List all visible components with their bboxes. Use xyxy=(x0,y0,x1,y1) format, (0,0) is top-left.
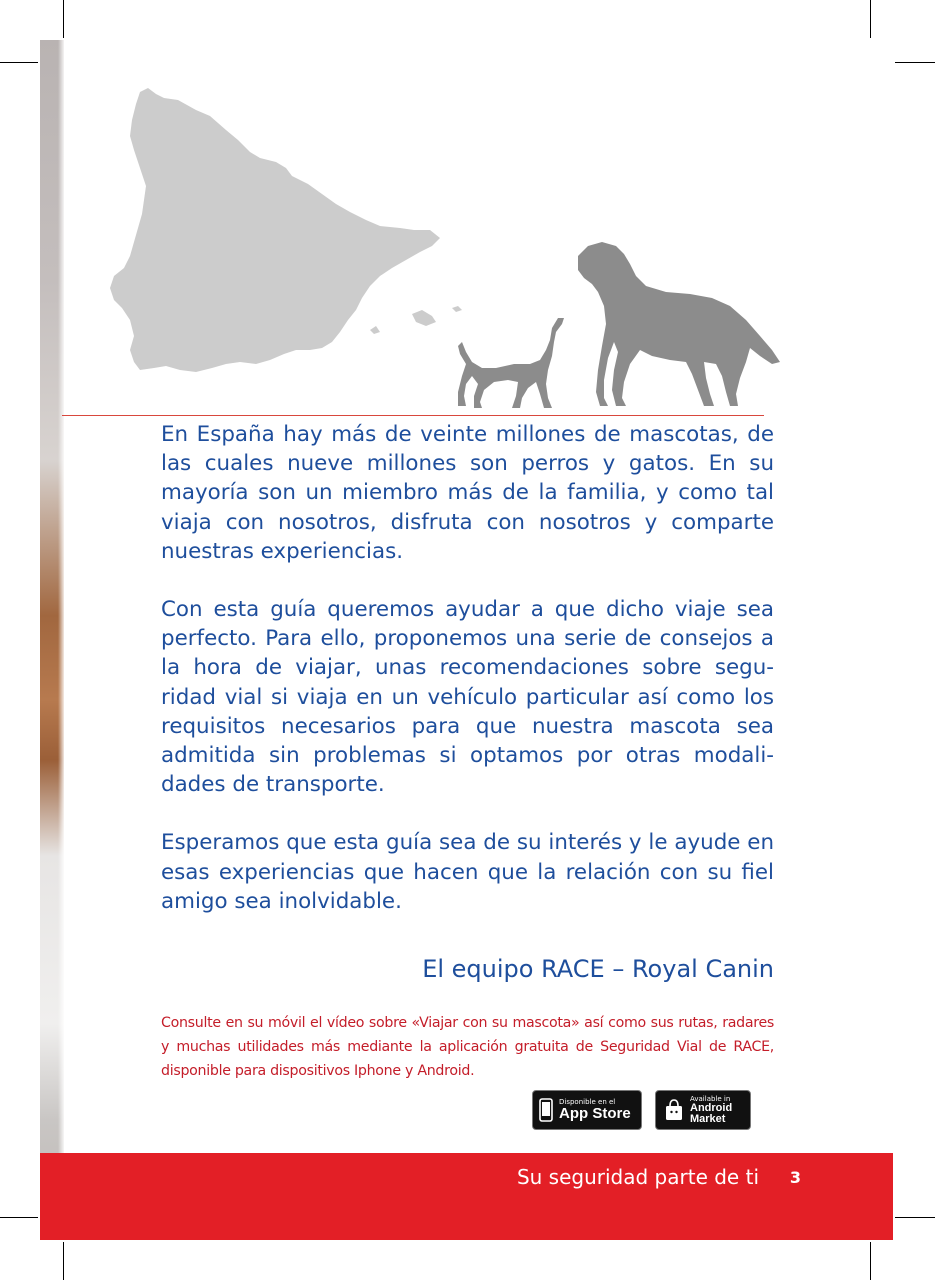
left-photo-strip xyxy=(40,40,64,1240)
page-number: 3 xyxy=(789,1168,801,1187)
badge-big-text: Market xyxy=(690,1113,726,1125)
crop-mark xyxy=(0,62,38,63)
phone-icon xyxy=(539,1098,553,1122)
badge-big-text: Android xyxy=(690,1102,733,1114)
signature: El equipo RACE – Royal Canin xyxy=(422,955,774,983)
crop-mark xyxy=(895,1217,935,1218)
cat-silhouette-icon xyxy=(458,318,564,408)
android-bag-icon xyxy=(664,1098,684,1122)
spain-map-icon xyxy=(110,88,440,372)
app-store-badge[interactable] xyxy=(532,1090,642,1130)
crop-mark xyxy=(895,62,935,63)
app-note: Consulte en su móvil el vídeo sobre «Viajar con su mascota» así como sus rutas, radares y muchas utilidades más mediante la aplicación gratuita de Seguridad Vial de RACE, disponible para dispositivos Iphone y Android. xyxy=(161,1015,774,1079)
badge-small-text: Available in xyxy=(690,1095,731,1103)
divider-line xyxy=(62,415,764,416)
crop-mark xyxy=(870,1242,871,1280)
crop-mark xyxy=(0,1217,38,1218)
badge-small-text: Disponible en el xyxy=(559,1098,616,1106)
dog-silhouette-icon xyxy=(578,242,780,406)
crop-mark xyxy=(870,0,871,38)
footer-bar xyxy=(40,1153,893,1240)
paragraph: En España hay más de veinte millones de mascotas, de las cuales nueve millones son perros y gatos. En su mayoría son un miembro más de la familia, y como tal viaja con nosotros, disfruta con nosotros y comparte nuestras experiencias. xyxy=(161,422,774,564)
footer-tagline: Su seguridad parte de ti xyxy=(516,1165,759,1189)
android-market-badge[interactable] xyxy=(655,1090,751,1130)
crop-mark xyxy=(63,1242,64,1280)
paragraph: Con esta guía queremos ayudar a que dicho viaje sea perfecto. Para ello, proponemos una serie de consejos a la hora de viajar, unas recomendaciones sobre segu-ridad vial si viaja en un vehículo particular así como los requisitos necesarios para que nuestra mascota sea admitida sin problemas si optamos por otras modali-dades de transporte. xyxy=(161,597,774,798)
illustration xyxy=(100,80,790,415)
paragraph: Esperamos que esta guía sea de su interés y le ayude en esas experiencias que hacen que la relación con su fiel amigo sea inolvidable. xyxy=(161,830,774,914)
body-text xyxy=(161,420,774,916)
crop-mark xyxy=(63,0,64,38)
badge-big-text: App Store xyxy=(559,1105,631,1122)
